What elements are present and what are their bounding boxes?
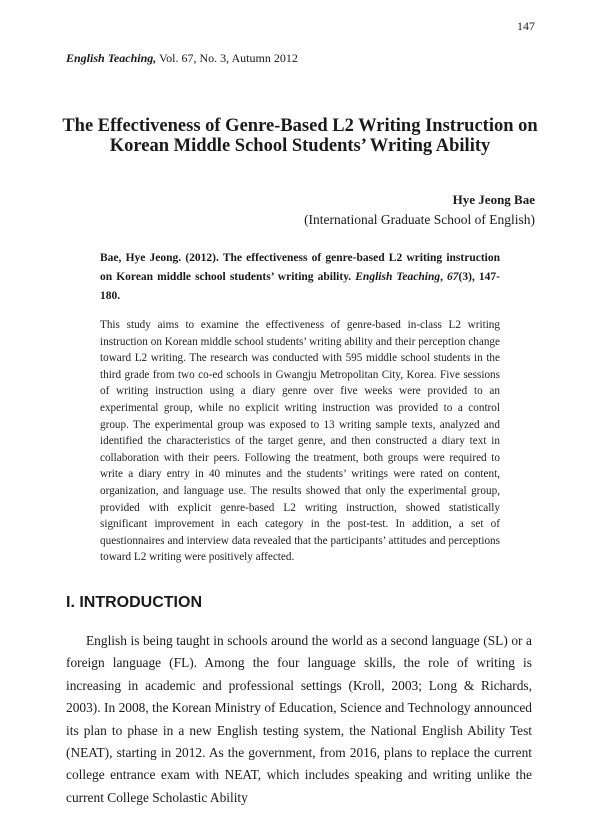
citation-journal: English Teaching: [355, 271, 441, 283]
author-name: Hye Jeong Bae: [452, 192, 535, 207]
citation-volume: 67: [447, 271, 459, 283]
citation-text: Bae, Hye Jeong. (2012). The effectiveness of genre-based L2 writing instruction on Korean middle school students’ writing ability.: [100, 252, 500, 283]
section-heading: I. INTRODUCTION: [66, 594, 202, 611]
citation: [100, 249, 500, 306]
author-affiliation: (International Graduate School of English): [304, 212, 535, 227]
journal-name: English Teaching,: [66, 51, 157, 65]
introduction-paragraph: English is being taught in schools around the world as a second language (SL) or a foreign language (FL). Among the four language skills, the role of writing is increasing in academic and professional settings (Kroll, 2003; Long & Richards, 2003). In 2008, the Korean Ministry of Education, Science and Technology announced its plan to phase in a new English testing system, the National English Ability Test (NEAT), starting in 2012. As the government, from 2016, plans to replace the current college entrance exam with NEAT, which includes speaking and writing unlike the current College Scholastic Ability: [66, 633, 532, 805]
citation-issue-pages: (3), 147-180.: [100, 271, 500, 302]
journal-header: [66, 51, 298, 66]
citation-sep: ,: [440, 271, 448, 283]
paper-title: The Effectiveness of Genre-Based L2 Writing Instruction on Korean Middle School Students’ Writing Ability: [62, 116, 538, 156]
page-number: 147: [517, 19, 535, 33]
journal-details: Vol. 67, No. 3, Autumn 2012: [156, 51, 298, 65]
abstract: This study aims to examine the effectiveness of genre-based in-class L2 writing instruction on Korean middle school students’ writing ability and their perception change toward L2 writing. The research was conducted with 595 middle school students in the third grade from two co-ed schools in Gwangju Metropolitan City, Korea. Five sessions of writing instruction using a diary genre over five weeks were provided to an experimental group, while no explicit writing instruction was provided to a control group. The experimental group was exposed to 13 writing sample texts, analyzed and identified the characteristics of the target genre, and then constructed a diary text in collaboration with their peers. Following the treatment, both groups were required to write a diary entry in 40 minutes and the students’ writings were rated on content, organization, and language use. The results showed that only the experimental group, provided with explicit genre-based L2 writing instruction, showed statistically significant improvement in each category in the post-test. In addition, a set of questionnaires and interview data revealed that the participants’ attitudes and perceptions toward L2 writing were positively affected.: [100, 319, 500, 564]
